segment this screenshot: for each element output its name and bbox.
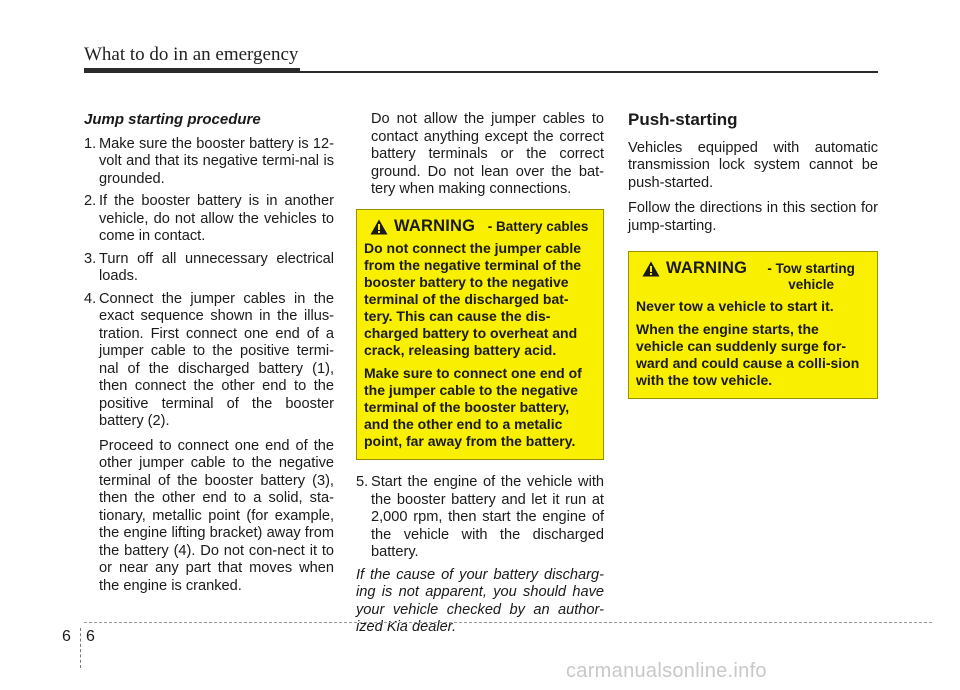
warning-subject: - Tow starting vehicle [767,261,855,292]
chapter-number: 6 [62,628,71,645]
warning-triangle-icon [370,219,388,235]
warning-text-2: When the engine starts, the vehicle can suddenly surge for-ward and could cause a colli-sion with the tow vehicle. [636,321,860,388]
push-start-para-2: Follow the directions in this section for jump-starting. [628,200,878,234]
page-number-divider [80,628,81,668]
warning-header [364,218,596,236]
jump-start-subheading: Jump starting procedure [84,111,261,128]
column-1 [84,111,334,595]
header-rule-thin [84,71,878,73]
warning-box-tow-starting [628,251,878,399]
push-start-para-1: Vehicles equipped with automatic transmission lock system cannot be push-started. [628,139,878,191]
column-3 [628,111,878,413]
push-starting-heading: Push-starting [628,110,738,129]
watermark: carmanualsonline.info [566,660,767,682]
step-3: 3. Turn off all unnecessary electrical loads. [84,250,334,284]
footer-rule [84,622,932,623]
warning-label: WARNING [666,259,748,277]
page-header-title: What to do in an emergency [84,44,299,65]
jumper-cable-caution: Do not allow the jumper cables to contact anything except the correct battery terminals or the correct ground. Do not lean over the bat-tery when making connections. [371,111,604,197]
warning-label: WARNING [394,216,476,235]
step-1: 1. Make sure the booster battery is 12-volt and that its negative termi-nal is grounded. [84,135,334,187]
step-5: 5. Start the engine of the vehicle with the booster battery and let it run at 2,000 rpm, then start the engine of the vehicle with the discharged battery. [356,474,604,560]
column-2 [356,111,604,637]
step-4: 4. Connect the jumper cables in the exact sequence shown in the illus-tration. First connect one end of a jumper cable to the positive termi-nal of the discharged battery (1), then connect the other end to the positive terminal of the booster battery (2). [84,290,334,429]
dealer-note: If the cause of your battery discharg-ing is not apparent, you should have your vehicle checked by an author-ized Kia dealer. [356,566,604,635]
warning-box-battery-cables [356,209,604,461]
step-2: 2. If the booster battery is in another vehicle, do not allow the vehicles to come in contact. [84,193,334,244]
warning-triangle-icon [642,261,660,277]
step-4-continuation: Proceed to connect one end of the other jumper cable to the negative terminal of the booster battery (3), then the other end to a solid, sta-tionary, metallic point (for example, the engine lifting bracket) away from the battery (4). Do not con-nect it to or near any part that moves when the engine is cranked. [99,437,334,594]
page-number: 6 [86,628,95,645]
warning-text-2: Make sure to connect one end of the jumper cable to the negative terminal of the booster battery, and the other end to a metalic point, far away from the battery. [364,365,582,449]
warning-subject: - Battery cables [487,218,589,234]
warning-text-1: Do not connect the jumper cable from the negative terminal of the booster battery to the negative terminal of the discharged bat-tery. This can cause the dis-charged battery to overheat and crack, releasing battery acid. [364,240,582,358]
warning-header [636,260,870,293]
warning-text-1: Never tow a vehicle to start it. [636,298,834,314]
